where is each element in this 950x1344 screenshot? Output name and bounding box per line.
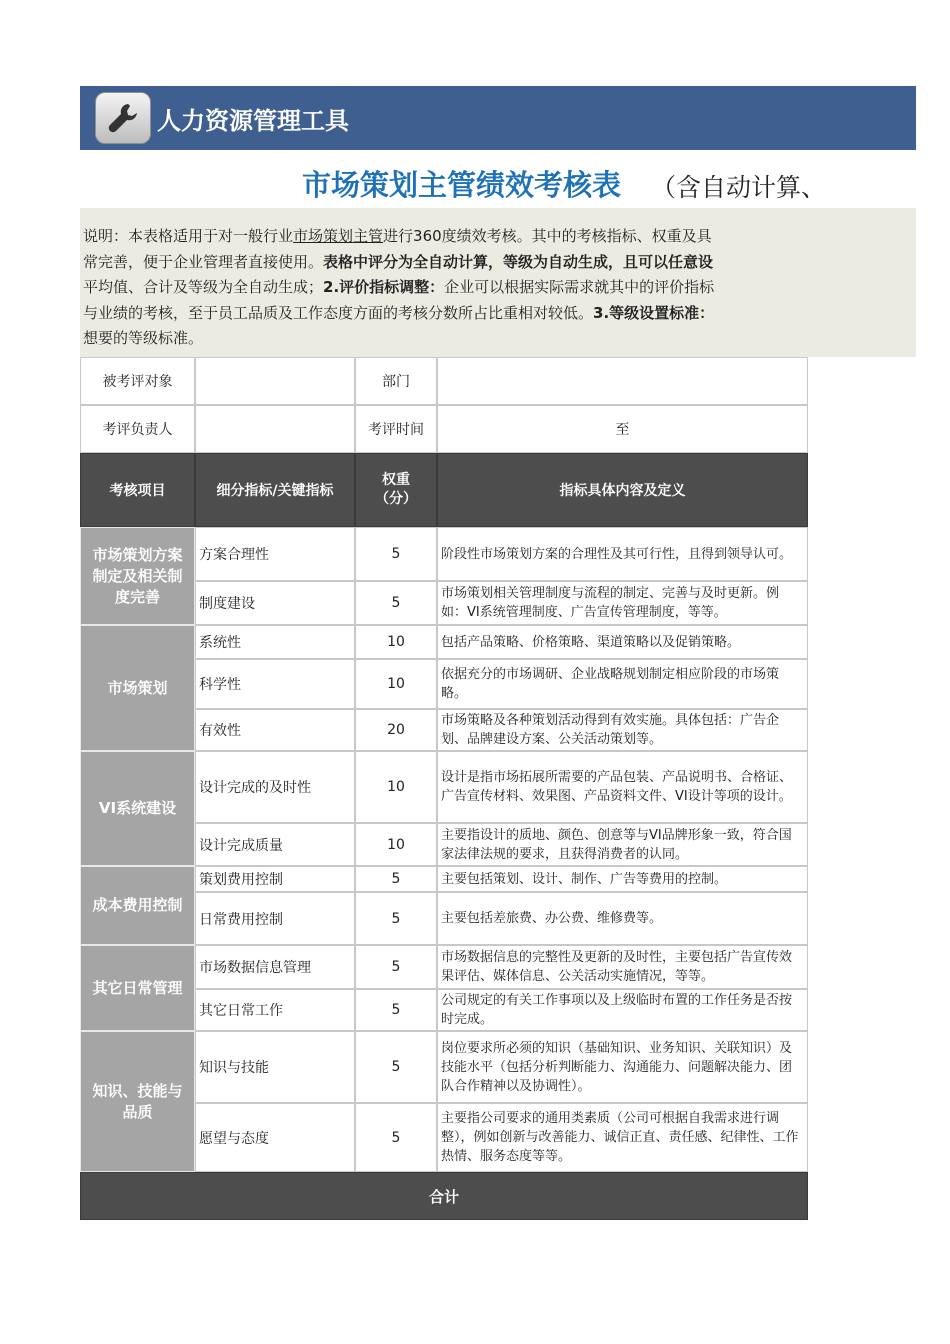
lead-label: 考评负责人 (80, 405, 195, 453)
category-cell: 市场策划方案制定及相关制度完善 (80, 527, 195, 625)
weight-cell: 10 (355, 659, 437, 709)
definition-cell: 市场策划相关管理制度与流程的制定、完善与及时更新。例如：VI系统管理制度、广告宣传管理制度，等等。 (437, 581, 808, 625)
indicator-cell: 系统性 (195, 625, 355, 659)
col-definition: 指标具体内容及定义 (437, 453, 808, 527)
category-cell: 市场策划 (80, 625, 195, 751)
weight-cell: 10 (355, 625, 437, 659)
category-cell: 知识、技能与品质 (80, 1031, 195, 1172)
indicator-cell: 愿望与态度 (195, 1103, 355, 1172)
weight-cell: 5 (355, 892, 437, 945)
indicator-cell: 制度建设 (195, 581, 355, 625)
definition-cell: 公司规定的有关工作事项以及上级临时布置的工作任务是否按时完成。 (437, 989, 808, 1031)
weight-cell: 10 (355, 823, 437, 866)
weight-cell: 5 (355, 527, 437, 581)
category-cell: 其它日常管理 (80, 945, 195, 1031)
col-indicator: 细分指标/关键指标 (195, 453, 355, 527)
definition-cell: 主要指公司要求的通用类素质（公司可根据自我需求进行调整），例如创新与改善能力、诚信正直、责任感、纪律性、工作热情、服务态度等等。 (437, 1103, 808, 1172)
indicator-cell: 其它日常工作 (195, 989, 355, 1031)
definition-cell: 设计是指市场拓展所需要的产品包装、产品说明书、合格证、广告宣传材料、效果图、产品资料文件、VI设计等项的设计。 (437, 751, 808, 823)
time-input[interactable]: 至 (437, 405, 808, 453)
definition-cell: 依据充分的市场调研、企业战略规划制定相应阶段的市场策略。 (437, 659, 808, 709)
definition-cell: 主要指设计的质地、颜色、创意等与VI品牌形象一致，符合国家法律法规的要求，且获得消费者的认同。 (437, 823, 808, 866)
weight-cell: 5 (355, 1031, 437, 1103)
col-weight: 权重 （分） (355, 453, 437, 527)
description-panel (80, 208, 916, 357)
definition-cell: 岗位要求所必须的知识（基础知识、业务知识、关联知识）及技能水平（包括分析判断能力、沟通能力、问题解决能力、团队合作精神以及协调性）。 (437, 1031, 808, 1103)
app-title: 人力资源管理工具 (157, 107, 349, 135)
indicator-cell: 知识与技能 (195, 1031, 355, 1103)
weight-cell: 20 (355, 709, 437, 751)
indicator-cell: 策划费用控制 (195, 866, 355, 892)
time-label: 考评时间 (355, 405, 437, 453)
indicator-cell: 方案合理性 (195, 527, 355, 581)
page-title: 市场策划主管绩效考核表 (302, 168, 622, 202)
category-cell: VI系统建设 (80, 751, 195, 866)
target-input[interactable] (195, 357, 355, 405)
definition-cell: 市场数据信息的完整性及更新的及时性，主要包括广告宣传效果评估、媒体信息、公关活动实施情况，等等。 (437, 945, 808, 989)
indicator-cell: 日常费用控制 (195, 892, 355, 945)
category-cell: 成本费用控制 (80, 866, 195, 945)
col-category: 考核项目 (80, 453, 195, 527)
description-text: 说明：本表格适用于对一般行业市场策划主管进行360度绩效考核。其中的考核指标、权重及具 常完善，便于企业管理者直接使用。表格中评分为全自动计算，等级为自动生成，且可以任意设 平均值、合计及等级为全自动生成；2.评价指标调整：企业可以根据实际需求就其中的评价指标 与业绩的考核，至于员工品质及工作态度方面的考核分数所占比重相对较低。3.等级设置标准： 想要的等级标准。 (83, 227, 715, 347)
definition-cell: 市场策略及各种策划活动得到有效实施。具体包括：广告企划、品牌建设方案、公关活动策划等。 (437, 709, 808, 751)
dept-label: 部门 (355, 357, 437, 405)
weight-cell: 5 (355, 945, 437, 989)
definition-cell: 主要包括差旅费、办公费、维修费等。 (437, 892, 808, 945)
weight-cell: 10 (355, 751, 437, 823)
page-subtitle: （含自动计算、 (651, 173, 827, 202)
weight-cell: 5 (355, 866, 437, 892)
target-label: 被考评对象 (80, 357, 195, 405)
definition-cell: 主要包括策划、设计、制作、广告等费用的控制。 (437, 866, 808, 892)
weight-cell: 5 (355, 989, 437, 1031)
lead-input[interactable] (195, 405, 355, 453)
dept-input[interactable] (437, 357, 808, 405)
weight-cell: 5 (355, 581, 437, 625)
weight-cell: 5 (355, 1103, 437, 1172)
total-row: 合计 (80, 1172, 808, 1220)
indicator-cell: 科学性 (195, 659, 355, 709)
definition-cell: 包括产品策略、价格策略、渠道策略以及促销策略。 (437, 625, 808, 659)
indicator-cell: 有效性 (195, 709, 355, 751)
indicator-cell: 设计完成的及时性 (195, 751, 355, 823)
definition-cell: 阶段性市场策划方案的合理性及其可行性，且得到领导认可。 (437, 527, 808, 581)
wrench-icon (95, 92, 151, 144)
indicator-cell: 设计完成质量 (195, 823, 355, 866)
indicator-cell: 市场数据信息管理 (195, 945, 355, 989)
app-header (80, 86, 916, 150)
